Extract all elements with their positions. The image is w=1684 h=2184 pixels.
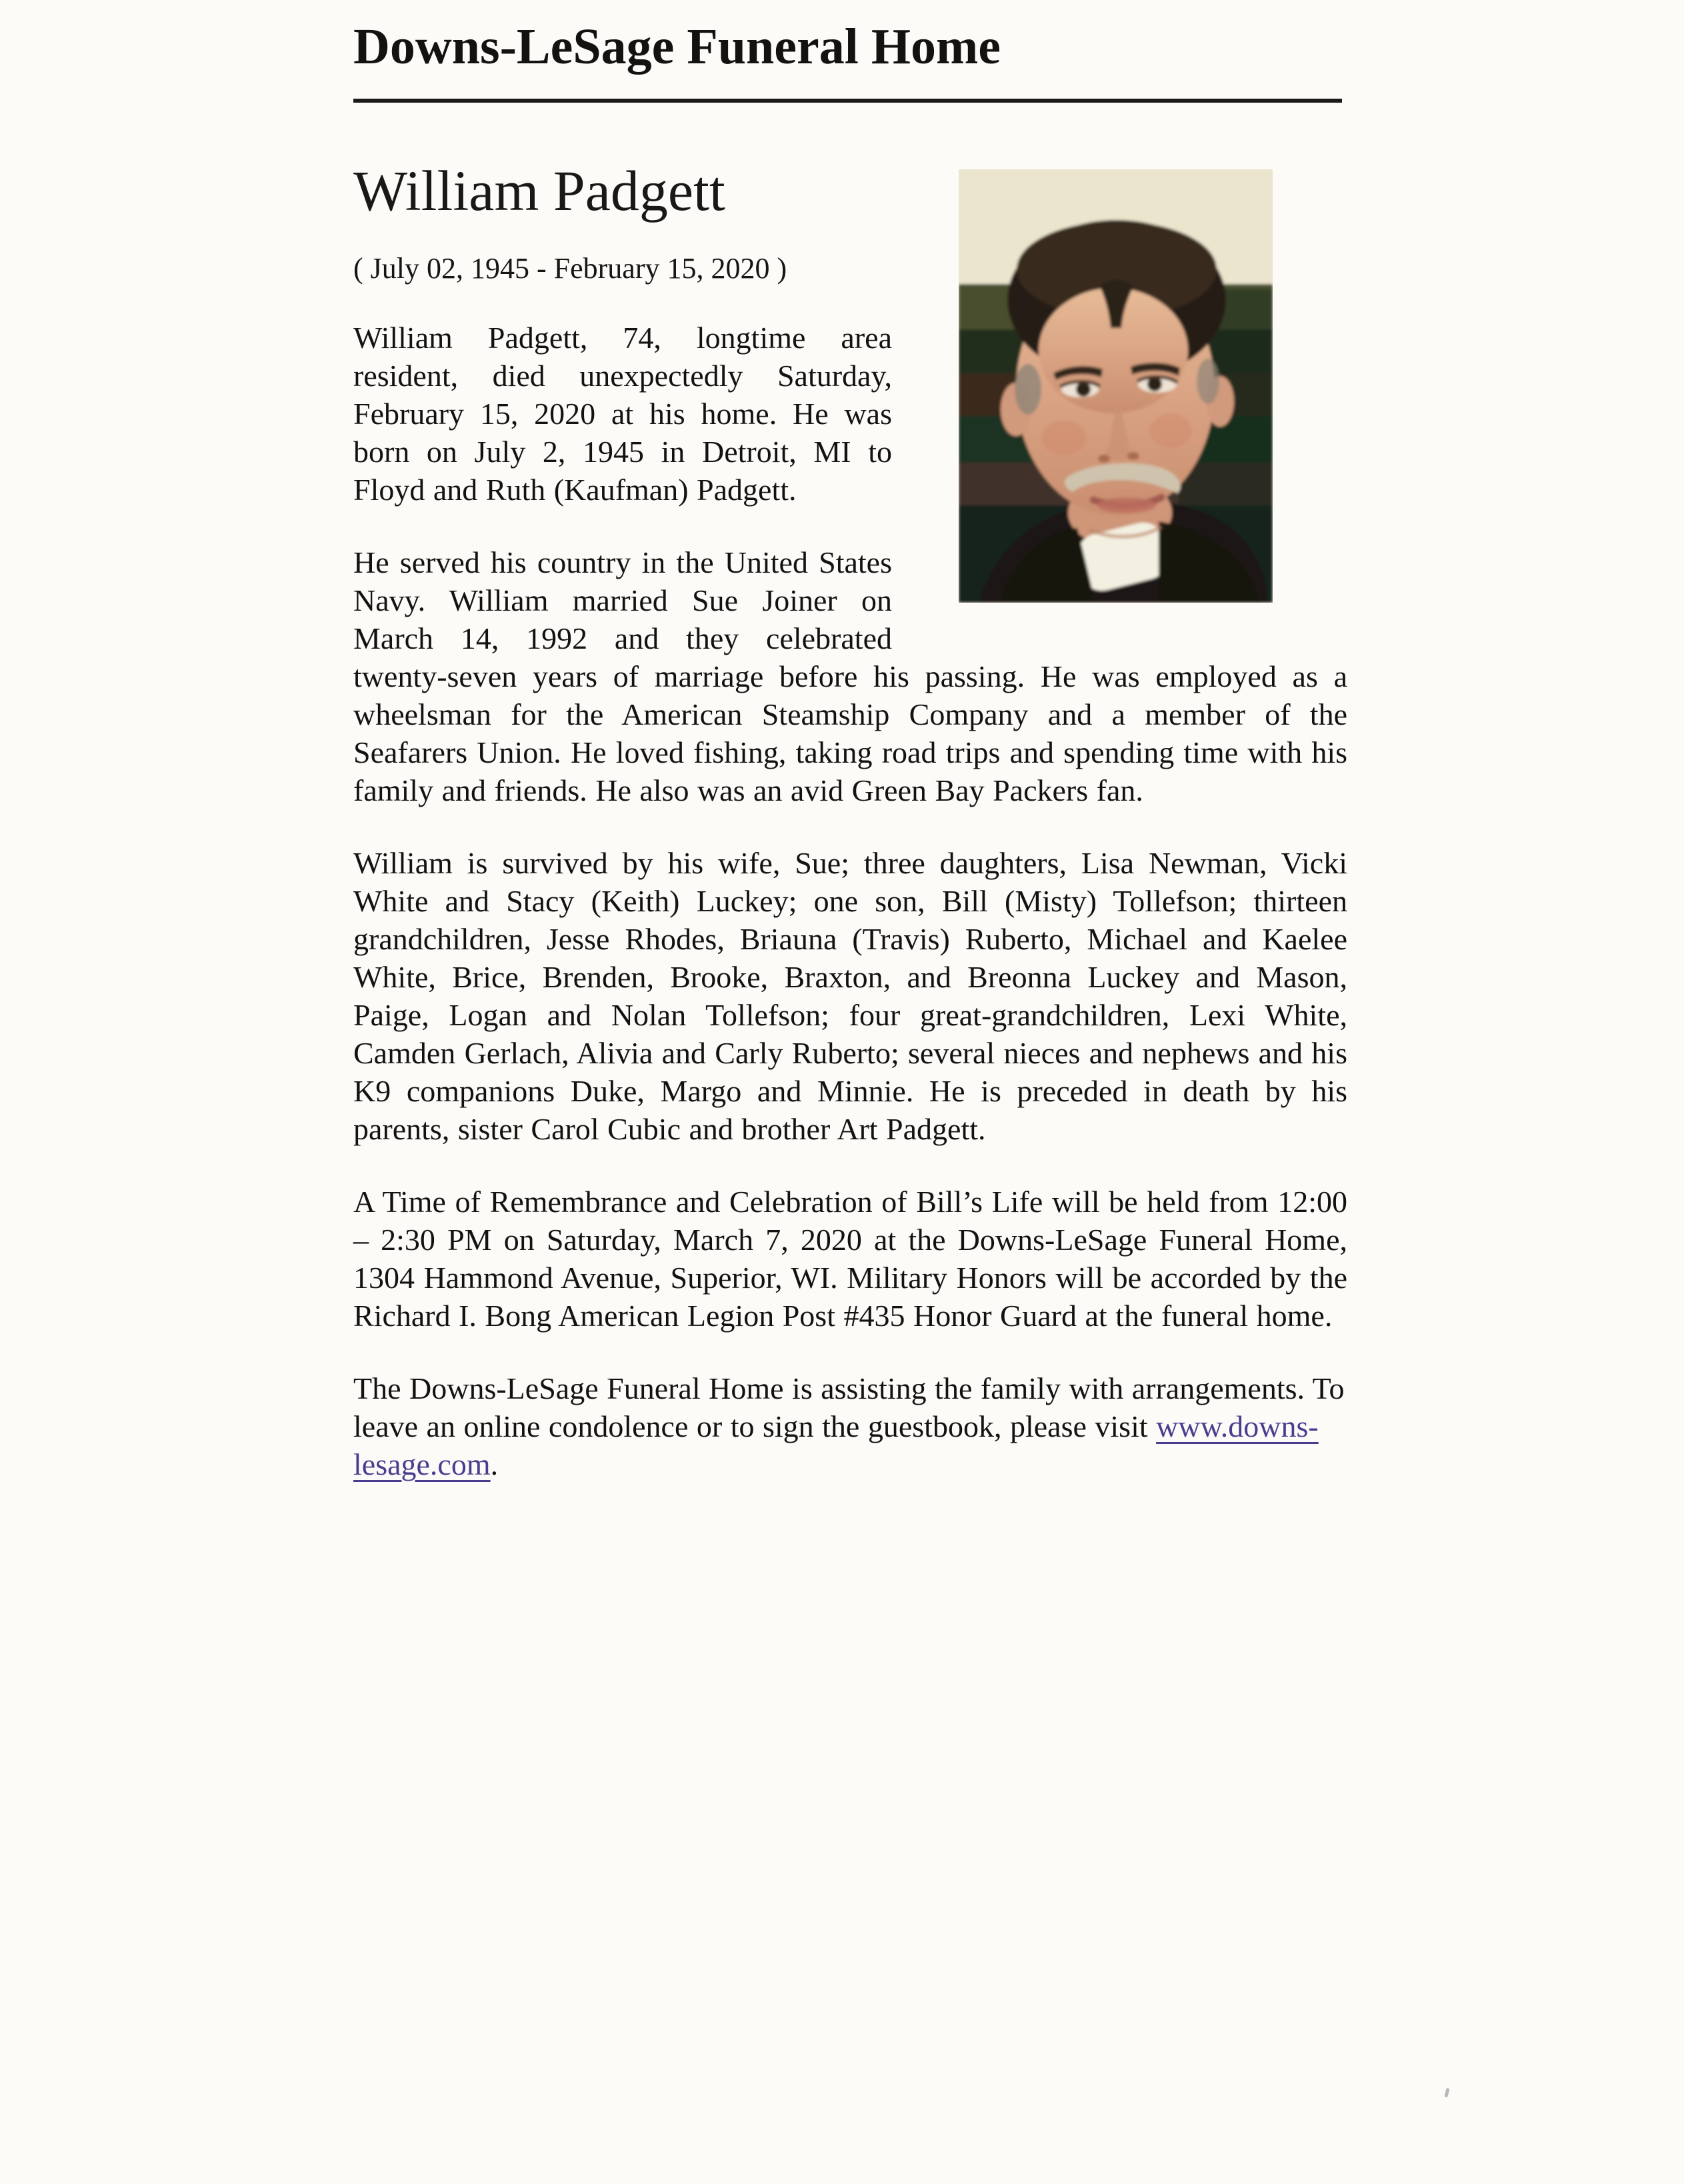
- closing-text-before-link: The Downs-LeSage Funeral Home is assisting the family with arrangements. To leave an online condolence or to sign the guestbook, please visit: [353, 1371, 1345, 1443]
- portrait-photo-graphic: [959, 169, 1273, 603]
- life-dates: ( July 02, 1945 - February 15, 2020 ): [353, 252, 787, 285]
- obituary-content: [353, 0, 1347, 1483]
- portrait-photo: [959, 169, 1273, 603]
- header-divider: [353, 99, 1342, 103]
- funeral-home-name: Downs-LeSage Funeral Home: [353, 19, 1001, 75]
- portrait-photo-wrapper: [959, 169, 1347, 603]
- scan-artifact-speck: [1444, 2088, 1449, 2098]
- obituary-paragraph-2: He served his country in the United States Navy. William married Sue Joiner on March 14, 1992 and they celebrated twenty-seven years of marriage before his passing. He was employed as a wheelsman for the American Steamship Company and a member of the Seafarers Union. He loved fishing, taking road trips and spending time with his family and friends. He also was an avid Green Bay Packers fan.: [353, 545, 1347, 807]
- obituary-paragraph-3: William is survived by his wife, Sue; three daughters, Lisa Newman, Vicki White and Stacy (Keith) Luckey; one son, Bill (Misty) Tollefson; thirteen grandchildren, Jesse Rhodes, Briauna (Travis) Ruberto, Michael and Kaelee White, Brice, Brenden, Brooke, Braxton, and Breonna Luckey and Mason, Paige, Logan and Nolan Tollefson; four great-grandchildren, Lexi White, Camden Gerlach, Alivia and Carly Ruberto; several nieces and nephews and his K9 companions Duke, Margo and Minnie. He is preceded in death by his parents, sister Carol Cubic and brother Art Padgett.: [353, 846, 1347, 1146]
- guestbook-link[interactable]: www.downs-lesage.com: [353, 1409, 1319, 1481]
- closing-paragraph: [353, 1369, 1347, 1483]
- deceased-name: William Padgett: [353, 159, 725, 223]
- obituary-paragraph-4: A Time of Remembrance and Celebration of Bill’s Life will be held from 12:00 – 2:30 PM on Saturday, March 7, 2020 at the Downs-LeSage Funeral Home, 1304 Hammond Avenue, Superior, WI. Military Honors will be accorded by the Richard I. Bong American Legion Post #435 Honor Guard at the funeral home.: [353, 1185, 1347, 1333]
- obituary-paragraph-1: William Padgett, 74, longtime area resident, died unexpectedly Saturday, February 15, 2020 at his home. He was born on July 2, 1945 in Detroit, MI to Floyd and Ruth (Kaufman) Padgett.: [353, 321, 892, 507]
- closing-text-after-link: .: [490, 1447, 499, 1481]
- obituary-body: [353, 159, 1347, 1483]
